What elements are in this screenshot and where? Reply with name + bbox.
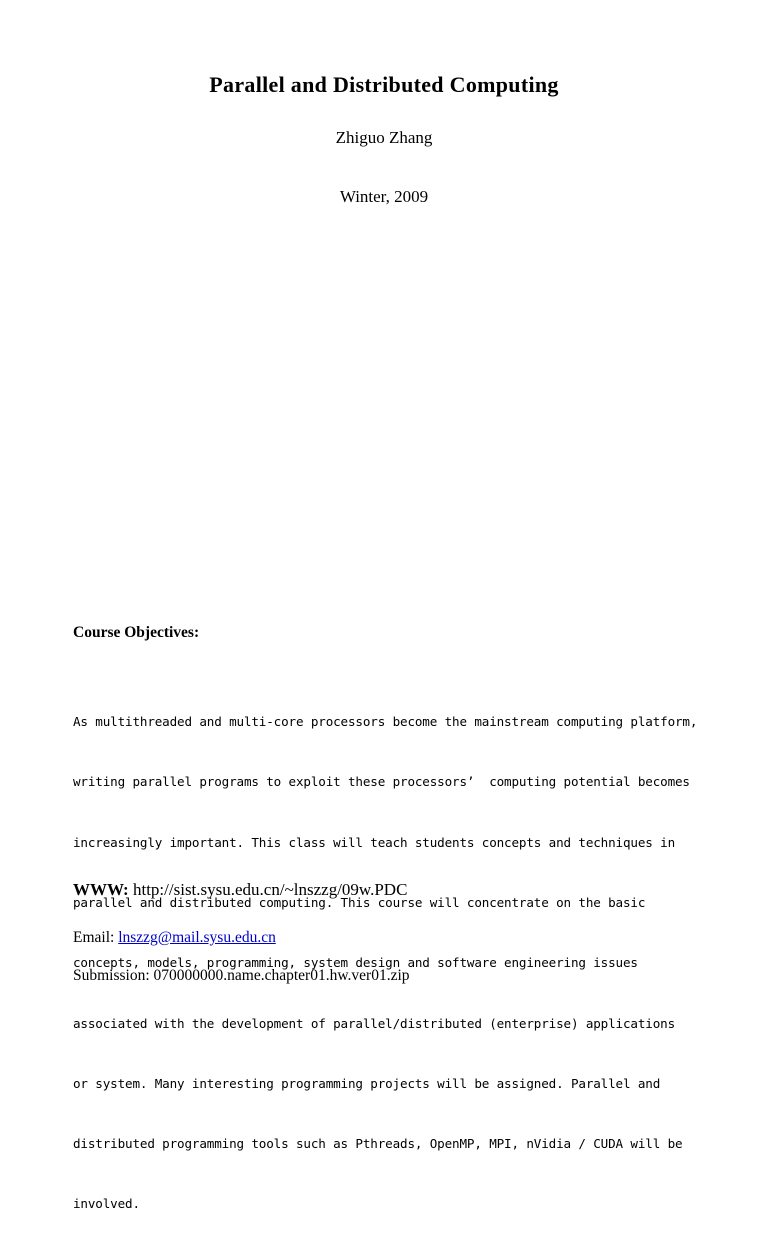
objectives-line: As multithreaded and multi-core processors become the mainstream computing platform, [73, 714, 698, 730]
objectives-line: increasingly important. This class will teach students concepts and techniques in [73, 834, 675, 850]
author-name: Zhiguo Zhang [335, 128, 433, 147]
website-label: WWW: [73, 880, 129, 899]
website-line [73, 880, 407, 900]
course-term: Winter, 2009 [339, 187, 429, 206]
website-url: http://sist.sysu.edu.cn/~lnszzg/09w.PDC [132, 880, 408, 899]
email-label: Email: [73, 929, 115, 946]
submission-line [73, 967, 410, 985]
objectives-line: involved. [73, 1196, 140, 1212]
objectives-line: distributed programming tools such as Pthreads, OpenMP, MPI, nVidia / CUDA will be [73, 1136, 683, 1152]
objectives-line: writing parallel programs to exploit these processors’ computing potential becomes [73, 774, 690, 790]
objectives-line: parallel and distributed computing. This course will concentrate on the basic [73, 895, 646, 911]
submission-filename: 070000000.name.chapter01.hw.ver01.zip [153, 967, 410, 984]
objectives-line: associated with the development of parallel/distributed (enterprise) applications [73, 1015, 675, 1031]
document-title: Parallel and Distributed Computing [209, 72, 559, 97]
email-link[interactable]: lnszzg@mail.sysu.edu.cn [118, 929, 276, 946]
objectives-line: or system. Many interesting programming projects will be assigned. Parallel and [73, 1075, 661, 1091]
objectives-heading: Course Objectives: [73, 624, 200, 641]
objectives-line: concepts, models, programming, system design and software engineering issues [73, 955, 638, 971]
objectives-paragraph [73, 672, 703, 1235]
email-line [73, 929, 276, 947]
submission-label: Submission: [73, 967, 150, 984]
